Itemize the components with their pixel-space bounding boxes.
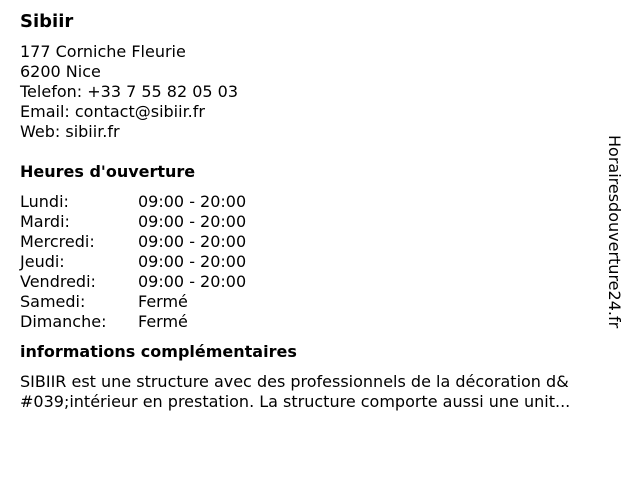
web-line: Web: sibiir.fr bbox=[20, 122, 120, 141]
hours-row-wednesday bbox=[20, 232, 620, 252]
contact-block bbox=[20, 42, 620, 142]
info-text-line: #039;intérieur en prestation. La structure comporte aussi une unit... bbox=[20, 392, 571, 411]
day-label: Vendredi: bbox=[20, 272, 96, 291]
day-label: Mardi: bbox=[20, 212, 70, 231]
email-line: Email: contact@sibiir.fr bbox=[20, 102, 205, 121]
hours-row-saturday bbox=[20, 292, 620, 312]
hours-row-tuesday bbox=[20, 212, 620, 232]
day-label: Mercredi: bbox=[20, 232, 95, 251]
opening-hours-table bbox=[20, 192, 620, 332]
business-card bbox=[20, 10, 620, 412]
time-value: Fermé bbox=[138, 312, 188, 331]
opening-hours-title: Heures d'ouverture bbox=[20, 162, 196, 181]
site-watermark: Horairesdouverture24.fr bbox=[605, 135, 624, 329]
business-name: Sibiir bbox=[20, 11, 74, 32]
additional-info-text bbox=[20, 372, 620, 412]
time-value: 09:00 - 20:00 bbox=[138, 252, 247, 271]
time-value: 09:00 - 20:00 bbox=[138, 192, 247, 211]
hours-row-sunday bbox=[20, 312, 620, 332]
phone-line: Telefon: +33 7 55 82 05 03 bbox=[20, 82, 239, 101]
info-text-line: SIBIIR est une structure avec des professionnels de la décoration d& bbox=[20, 372, 569, 391]
hours-row-monday bbox=[20, 192, 620, 212]
time-value: 09:00 - 20:00 bbox=[138, 272, 247, 291]
additional-info-title: informations complémentaires bbox=[20, 342, 297, 361]
time-value: 09:00 - 20:00 bbox=[138, 212, 247, 231]
day-label: Samedi: bbox=[20, 292, 86, 311]
address-street: 177 Corniche Fleurie bbox=[20, 42, 186, 61]
hours-row-thursday bbox=[20, 252, 620, 272]
day-label: Lundi: bbox=[20, 192, 69, 211]
hours-row-friday bbox=[20, 272, 620, 292]
day-label: Jeudi: bbox=[20, 252, 65, 271]
time-value: 09:00 - 20:00 bbox=[138, 232, 247, 251]
day-label: Dimanche: bbox=[20, 312, 107, 331]
address-city: 6200 Nice bbox=[20, 62, 101, 81]
time-value: Fermé bbox=[138, 292, 188, 311]
